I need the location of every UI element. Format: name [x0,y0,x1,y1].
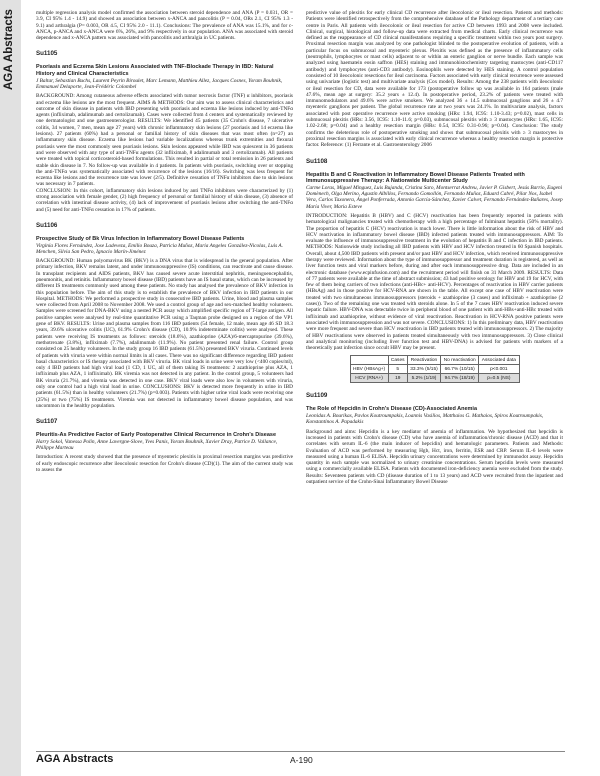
table-header-cell: Cases [388,356,407,365]
abstract-id: Su1106 [36,221,58,229]
abstract-body: CONCLUSION: In this cohort, inflammatory skin lesions induced by anti TNFα inhibitors were characterized by (1) strong association with female gender, (2) high frequency of personal or familial history of skin disease, (3) absence of correlation with intestinal disease activity, (4) lack of improvement of psoriasis lesions after switching the anti-TNFα and (5) need for anti-TNFα cessation in 17% of patients. [36,187,293,213]
results-table [350,355,520,383]
table-cell: p<0.001 [479,365,519,374]
abstract-title: Prospective Study of Bk Virus Infection in Inflammatory Bowel Disease Patients [36,235,245,242]
footer-journal-name: AGA Abstracts [36,753,114,765]
abstract-authors: Virginia Flores Fernández, Jose Ladeveza, Emilio Bouza, Patricia Muñoz, Maria Angeles González-Nicolas, Luis A. Menchen, Silvia San Pedro, Ignacio Marín-Jiménez [36,242,283,255]
abstract-continuation: predictive value of plexitis for early clinical CD recurrence after ileocolonic or ileal resection. Patients and methods: Patients were identified retrospectively from the comprehensive database of the Pathology department of a tertiary care centre in Paris. All patients with ileocolonic or ileal resection for active CD between 1993 and 2008 were included. Clinical, surgical, histological and follow-up data were extracted from medical charts. Early clinical recurrence was defined as the reappearance of CD clinical manifestations requiring a specific treatment within two years post surgery. Proximal resection margin was analyzed by one pathologist blinded to the postoperative evolution of patients, with a particular focus on submucosal and myenteric plexus. Plexitis was defined as the presence of inflammatory cells (neutrophils, lymphocytes or mast cells) adjacent to or within an enteric ganglion or nerve bundle. Each sample was analyzed using haematein eosin saffron (HES) staining and immunohistochemistry targeting mastocytes (anti-CD117 antibody) and lymphocytes (anti-CD3 antibody). Eosinophils were detected by HES staining. A control population consisted of 10 ileocolonic resections for ileal carcinoma. Factors associated with early clinical recurrence were assessed using univariate (logistic test) and multivariate analysis (Cox model). Results: Among the 238 patients with ileocolonic or ileal resection for CD, data were available for 173 (postoperative follow up was available in 164 patients (male 47.6%, mean age at surgery: 35.2 years ± 12.4). In postoperative period, 23.2% of patients were treated with immunomodulators and 49.6% were active smokers. We analyzed 36 ± 14.5 submucosal ganglions and 26 ± 4.7 myenteric ganglions per patient. The global recurrence rate at two years was 24.1%. In multivariate analysis, factors associated with post operative recurrence were active smoking (HRs: 1.94, IC95: 1.10-3.43; p=0.02), mast cells in submucosal plexitis (HRs: 3.56, IC95: 1.10-11.6; p=0.03), submucosal plexitis with ≥ 3 mastocytes (HRs: 1.65, IC95: 1.02-2.68; p=0.04) and a healthy resection margin (HRs: 0.54, IC95: 0.31-0.96; p=0.04). Conclusion: The study confirms the deleterious role of postoperative smoking and shows that submucosal plexitis with ≥ 3 mastocytes in proximal resection margins is associated with early clinical recurrence whereas a healthy resection margin is protective factor. Reference: (1) Ferrante et al. Gastroenterology 2006 [306,10,563,149]
page-number: A-190 [290,755,313,765]
table-header-cell: Reactivation [407,356,440,365]
abstract-title: Hepatitis B and C Reactivation in Inflammatory Bowel Disease Patients Treated with Immunosuppressive Therapy: A Nationwide Multicenter Study [306,171,525,185]
table-cell: 19 [388,374,407,383]
table-cell: p=0.5 (NS) [479,374,519,383]
abstract-id: Su1107 [36,418,58,426]
abstract-body: Background and aims: Hepcidin is a key mediator of anemia of inflammation. We hypothesized that hepcidin is increased in patients with Crohn's disease (CD) who have anemia of inflammation/chronic disease (ACD) and that it correlates with serum IL-6 (the main inducer of hepcidin) and hematologic parameters. Patients and Methods: Evaluation of ACD was performed by measuring Hgb, Hct, iron, ferritin, ESR and CRP. Serum IL-6 levels were measured using a human IL-6 ELISA. Hepcidin urinary concentrations were determined by immunodot assay. Hepcidin quantity in each sample was normalized to urinary creatinine concentrations. Serum hepcidin levels were measured using a commercially available ELISA. Patients with documented iron-deficiency anemia were excluded from the study. Results: Seventeen patients with CD (disease duration of 1 to 13 years) and ACD were recruited from the inpatient and outpatient service of the Crohn-Sinai Inflammatory Bowel Disease [306,428,563,485]
abstract-body: Introduction: A recent study showed that the presence of myenteric plexitis in proximal resection margins was predictive of early endoscopic recurrence after ileocolonic resection for Crohn's disease (CD)(1). The aim of the current study was to assess the [36,454,293,473]
abstract-body: BACKGROUND: Human polyomavirus BK (BKV) is a DNA virus that is widespread in the general population. After primary infection, BKV remains latent, and under immunosuppressive (IS) conditions, can reactivate and cause disease. In transplant recipients and AIDS patients, BKV has caused severe acute interstitial nephritis, meningoencephalitis, pneumonitis, and retinitis. Inflammatory bowel disease (IBD) patients have an IS basal status, which can be increased by different IS treatments commonly used among these patients. No study has analysed the prevalence of BKV infection in this population before. The aim of this study is to establish the prevalence of BKV infection in IBD patients in our Hospital. METHODS: We performed a prospective study in consecutive IBD patients. Urine, blood and plasma samples were collected from April 2008 to November 2008. We used a control group of age and sex-matched healthy volunteers. Samples were screened for DNA-BKV using a nested PCR assay which amplified specific region of T-large antigen. All positive samples were analysed by real-time quantitative PCR using a Taqman probe designed on a region of the VP1 gene of BKV. RESULTS: Urine and plasma samples from 116 IBD patients (54 female, 12 male, mean age 46 SD 18.3 years, 39.6% ulcerative colitis (UC), 61.9% Crohn's disease (CD), 10.9% indeterminate colitis) were analysed. These patients were receiving IS treatments as follows: steroids (18.6%), azathioprine (AZA)/6-mercaptopurine (39.6%), methotrexate (3.8%), infliximab (7.7%), adalimumab (11.9%). No patient presented renal failure. Control group consisted on 25 healthy volunteers. In the study group 16 IBD patients (61.5%) presented BKV viruria. Continued levels of patients with viruria were within normal limits in all cases. There was no significant difference regarding IBD patient basal characteristics or IS therapy associated with BKV viruria. BK viral loads in urine were very low (<400 copies/ml), only 4 IBD patients had high viral load (1 CD, 1 UC, all of them taking IS treatments: 2 azathioprine plus AZA, 1 infliximab plus AZA, 1 infliximab). BK viremia was not detected in any patient. In the control group, 5 volunteers had BK viruria (21.7%), and viremia was detected in one case. BKV viral loads were also low in volunteers with viruria, only one control had a high viral load in urine. CONCLUSIONS: BKV is detected more frequently in urine in IBD patients (61.5%) than in healthy volunteers (21.7%) (p=0.003). Patients with higher urine viral loads were receiving one (25%) or two (75%) IS treatments. Viremia was not detected in inflammatory bowel disease population, and was uncommon in the healthy population. [36,258,293,409]
sidebar-label: AGA Abstracts [3,9,15,90]
abstract-authors: Leonidas A. Bourikas, Pavlos Koutroumpakis, Loannis Vasilios, Matthaios G. Mathaios, Spiros Koutroumpakis, Konstantinos A. Papadakis [306,413,544,426]
right-column [306,10,563,748]
abstract-authors: Carme Loras, Miguel Minguez, Luis Bujanda, Cristina Saro, Montserrat Andreu, Javier P. Gisbert, Jesús Barrio, Eugeni Domènech, Olga Merino, Agustín Albillos, Fernando Gomollón, Fernando Muñoz, Eduard Cabré, Pilar Nos, Isabel Vera, Carlos Taxonera, Ángel Ponferrada, Antonio García-Sánchez, Xavier Calvet, Fernando Fernández-Bañares, Josep María Viver, Maria Esteve [306,184,563,210]
abstract-authors: J Baltar, Sebastian Buchs, Laurent Peyrin Biroulet, Marc Lemann, Matthieu Allez, Jacques Cosnes, Yoram Bouhnik, Emmanuel Delaporte, Jean-Frédéric Colombel [36,77,283,90]
table-cell: HBV (HBsAg+) [350,365,388,374]
table-header-cell: No reactivation [441,356,479,365]
table-row [350,365,519,374]
table-cell: 5.2% (1/19) [407,374,440,383]
abstract-body: BACKGROUND: Among cutaneous adverse effects associated with tumor necrosis factor (TNF) α inhibitors, psoriasis and eczema like lesions are the most frequent. AIMS & METHODS: Our aim was to assess clinical characteristics and outcome of skin disease in patients with IBD presenting with psoriasis and eczema like lesions induced by anti-TNFα agents (infliximab, adalimumab and certolizumab). Cases were collected from 4 centers and systematically reviewed by one dermatologist and one gastroenterologist. RESULTS: We identified 45 patients (35 Crohn's disease, 7 ulcerative colitis, 34 women, 7 men, mean age 27 years) with chronic inflammatory skin lesions (27 psoriasis and 14 eczema like lesions). 27 patients (60%) had a personal or familial history of skin diseases that was most often (n=27) an inflammatory skin disease. Eczema like lesions had variable localizations whereas trunk extremities and flexural psoriasis were the most commonly seen psoriasis lesions. Skin lesions appeared while IBD was quiescent in 36 patients and were observed with any type of anti-TNFα agents (32 infliximab, 8 adalimumab and 3 certolizumab). All patients were treated with topical corticosteroid-based formulations. This resulted in partial or total remission in 26 patients and stable skin disease in 7. No follow-up was available in 4 patients. In patients with psoriasis, switching over or stopping the anti-TNFα was systematically associated with recurrence of the lesions (16/16). Switching was less frequent for eczema like lesions and the recurrence rate was lower (2/5). Definitive cessation of TNFα inhibitors due to skin lesions was necessary in 7 patients. [36,93,293,188]
sidebar [0,0,21,776]
abstract-id: Su1108 [306,157,328,165]
table-cell: 5 [388,365,407,374]
table-header-cell: Associated data [479,356,519,365]
table-row [350,374,519,383]
table-cell: 66.7% (10/15) [441,365,479,374]
table-cell: 33.3% (5/15) [407,365,440,374]
abstract-id: Su1105 [36,50,58,58]
abstract-continuation: multiple regression analysis model confirmed the association between steroid dependence and ANA (P = 0.031, OR = 3.9, CI 95% 1.4 - 14.9) and showed an association between x-ANCA and pancolitis (P = 0.04, ORs 2.1, CI 95% 1.3 - 9.1) and arthralgia (P= 0.003, OR 4.5, CI 95% 2.0 - 11.1). Conclusions: The prevalence of ANA was 15.1%, and for c-ANCA, p-ANCA and x-ANCA were 6%, 26%, and 9% respectively in our population. ANA was associated with steroid dependence and x-ANCA pattern was associated with pancolitis and arthralgia in UC patients. [36,10,293,42]
table-header-row [350,356,519,365]
table-cell: 94.7% (18/19) [441,374,479,383]
abstract-authors: Harry Sokol, Vanessa Polin, Anne Lavergne-Slove, Yves Panis, Yoram Bouhnik, Xavier Dray, Patrice D. Vallance, Philippe Marteau [36,438,278,452]
abstract-title: The Role of Hepcidin in Crohn's Disease (CD)-Associated Anemia [306,406,478,413]
left-column [36,10,293,748]
abstract-title: Psoriasis and Eczema Skin Lesions Associated with TNF-Blockade Therapy in IBD: Natural History and Clinical Characteristics [36,64,274,78]
abstract-id: Su1109 [306,392,328,400]
footer-divider [36,751,565,752]
abstract-title: Pleuritis-As Predictive Factor of Early Postoperative Clinical Recurrence in Crohn's Disease [36,432,277,439]
table-cell: HCV (RNA+) [350,374,388,383]
table-header-cell [350,356,388,365]
abstract-body: INTRODUCTION: Hepatitis B (HBV) and C (HCV) reactivation has been frequently reported in patients with hematological malignancies treated with chemotherapy with a high percentage of fulminant hepatitis (50% mortality). The proportion of hepatitis C (HCV) reactivation is much lower. There is little information about the risk of HBV and HCV reactivation in inflammatory bowel disease (IBD) infected patients treated with immunosuppressors. AIM: To evaluate the influence of immunosuppressive treatment in the evolution of hepatitis B and C infection in IBD patients. METHODS: Nationwide study including all IBD patients with HBV and HCV infection treated in 60 Spanish hospitals. Overall, about 4,500 IBD patients with present and/or past HBV and HCV infection, which received immunosuppressive therapy were reviewed. Information about the type of immunosuppressor and treatment duration is registered, as well as liver function tests and viral markers before, during and after each immunosuppressive drug. Data are included in an electronic database (www.ecpinfusion.com) and the recruitment period will finish on 31 March 2009. RESULTS: Data of 77 patients were available at the time of abstract submission; 43 had positive serology for HBV and 19 for HCV, with few of them being carriers of two infections (anti-HBc+ anti-HCV). Percentages of reactivation in HBV carrier patients (HBsAg) and in those positive for HCV-RNA are shown in the table. All except one case of HBV reactivation were treated with two simultaneous immunosuppressors (steroids + azathioprine (3 cases) and infliximab + azathioprine (2 cases)). Two of the remaining one was treated with steroids alone. In 5 of the 7 cases HBV reactivation induced severe hepatic failure. HBV-DNA was detectable twice in peripheral blood of one patient with anti-HBs+anti-HBc treated with infliximab and azathioprine, without evidence of viral reactivation. Reactivation in HCV-RNA positive patients were associated with immunosuppression and was not severe. CONCLUSIONS: 1) In this preliminary data, HBV reactivation were more frequent and severe than HCV reactivation in IBD patients treated with immunosuppressors. 2) The majority of HBV reactivations were observed in patients treated simultaneously with two immunosuppressors. 3) Close clinical and analytical monitoring (including liver function test and HBV-DNA) is advised for patients with markers of a theoretically past infection since occult HBV may be present. [306,212,563,352]
